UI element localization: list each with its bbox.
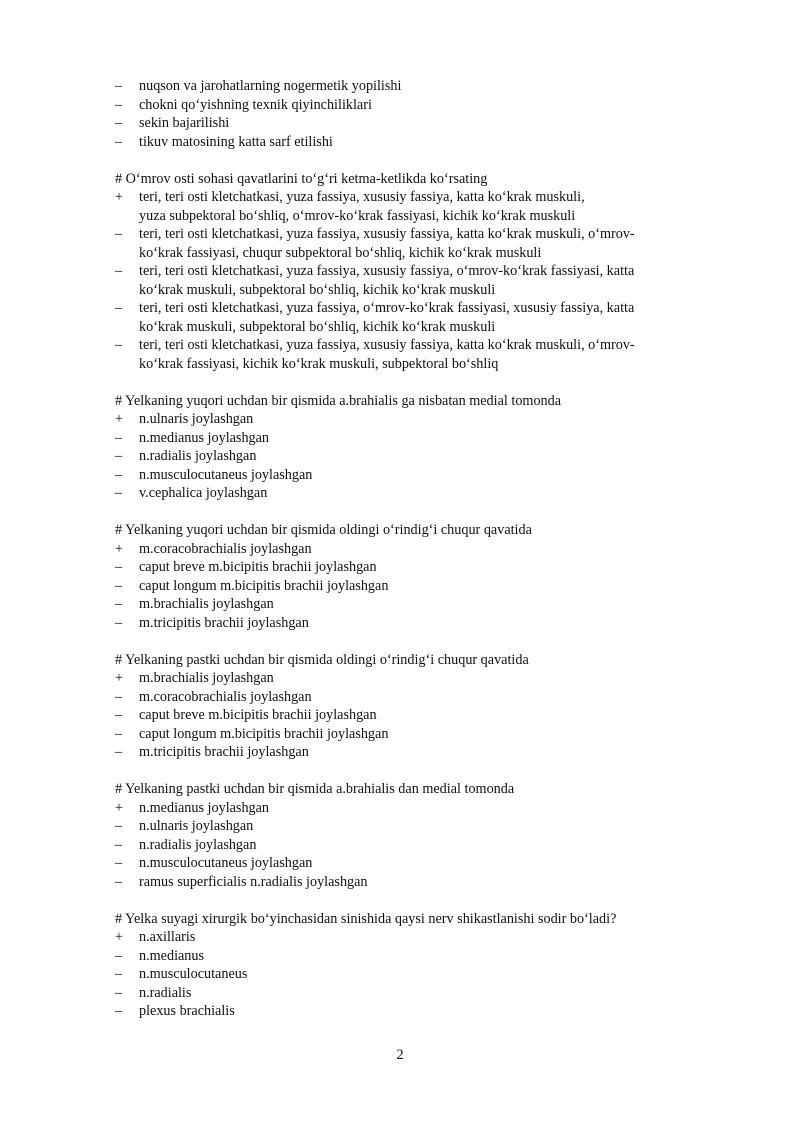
answer-text-line: ko‘krak muskuli, subpektoral bo‘shliq, kichik ko‘krak muskuli <box>139 318 496 335</box>
wrong-answer-marker: – <box>115 984 123 1001</box>
question-block <box>115 780 705 891</box>
wrong-answer-marker: – <box>115 133 123 150</box>
answer-text-line: m.coracobrachialis joylashgan <box>139 688 312 705</box>
wrong-answer-marker: – <box>115 596 123 612</box>
answer-option <box>115 817 705 836</box>
answer-text-line: n.radialis joylashgan <box>139 448 257 464</box>
spacer <box>115 632 705 651</box>
answer-text-line: caput breve m.bicipitis brachii joylashgan <box>139 707 377 723</box>
answer-text-line: n.medianus joylashgan <box>139 429 270 446</box>
wrong-answer-marker: – <box>115 78 123 94</box>
wrong-answer-marker: – <box>115 707 123 723</box>
answer-option <box>115 873 705 892</box>
answer-option <box>115 984 705 1003</box>
answer-text-line: m.brachialis joylashgan <box>139 596 274 612</box>
answer-text-line: m.tricipitis brachii joylashgan <box>139 614 309 631</box>
answer-option <box>115 688 705 707</box>
document-page <box>115 77 705 1021</box>
question-text: # Yelkaning yuqori uchdan bir qismida a.brahialis ga nisbatan medial tomonda <box>115 392 562 409</box>
answer-option <box>115 114 705 133</box>
intro-options <box>115 77 705 151</box>
answer-text-line: m.tricipitis brachii joylashgan <box>139 744 309 760</box>
question-block <box>115 521 705 632</box>
answer-option <box>115 965 705 984</box>
question-block <box>115 910 705 1021</box>
answer-option <box>115 466 705 485</box>
answer-text-line: n.musculocutaneus joylashgan <box>139 855 313 871</box>
wrong-answer-marker: – <box>115 300 123 316</box>
answer-text-line: ko‘krak muskuli, subpektoral bo‘shliq, kichik ko‘krak muskuli <box>139 281 496 298</box>
answer-option <box>115 595 705 614</box>
answer-option <box>115 577 705 596</box>
answer-option <box>115 133 705 152</box>
wrong-answer-marker: – <box>115 448 123 464</box>
answer-option <box>115 262 705 299</box>
answer-option <box>115 706 705 725</box>
answer-text-line: caput longum m.bicipitis brachii joylashgan <box>139 577 389 594</box>
answer-option <box>115 947 705 966</box>
answer-text-line: n.medianus <box>139 947 205 964</box>
answer-text-line: n.radialis <box>139 984 192 1001</box>
wrong-answer-marker: – <box>115 466 123 483</box>
wrong-answer-marker: – <box>115 725 123 742</box>
answer-option <box>115 540 705 559</box>
answer-text-line: plexus brachialis <box>139 1003 235 1019</box>
answer-text-line: caput breve m.bicipitis brachii joylashgan <box>139 559 377 575</box>
wrong-answer-marker: – <box>115 966 123 982</box>
answer-option <box>115 484 705 503</box>
question-block <box>115 170 705 374</box>
answer-text-line: teri, teri osti kletchatkasi, yuza fassiya, o‘mrov-ko‘krak fassiyasi, xususiy fassiya, katta <box>139 300 635 316</box>
wrong-answer-marker: – <box>115 263 123 279</box>
wrong-answer-marker: – <box>115 688 123 705</box>
answer-option <box>115 447 705 466</box>
answer-option <box>115 725 705 744</box>
spacer <box>115 762 705 781</box>
correct-answer-marker: + <box>115 189 124 205</box>
wrong-answer-marker: – <box>115 429 123 446</box>
wrong-answer-marker: – <box>115 115 123 131</box>
wrong-answer-marker: – <box>115 485 123 501</box>
wrong-answer-marker: – <box>115 836 123 853</box>
page-number: 2 <box>396 1047 404 1063</box>
correct-answer-marker: + <box>115 540 124 557</box>
answer-option <box>115 743 705 762</box>
question-block <box>115 651 705 762</box>
wrong-answer-marker: – <box>115 947 123 964</box>
answer-option <box>115 336 705 373</box>
question-block <box>115 392 705 503</box>
answer-option <box>115 77 705 96</box>
answer-option <box>115 799 705 818</box>
wrong-answer-marker: – <box>115 744 123 760</box>
answer-text: tikuv matosining katta sarf etilishi <box>139 133 333 150</box>
answer-option <box>115 928 705 947</box>
answer-text-line: ko‘krak fassiyasi, kichik ko‘krak muskuli, subpektoral bo‘shliq <box>139 355 499 372</box>
answer-text-line: n.radialis joylashgan <box>139 836 257 853</box>
question-text: # Yelkaning pastki uchdan bir qismida oldingi o‘rindig‘i chuqur qavatida <box>115 651 529 668</box>
answer-option <box>115 225 705 262</box>
wrong-answer-marker: – <box>115 855 123 871</box>
correct-answer-marker: + <box>115 411 124 427</box>
spacer <box>115 503 705 522</box>
answer-text-line: n.axillaris <box>139 929 196 945</box>
question-text: # Yelkaning pastki uchdan bir qismida a.brahialis dan medial tomonda <box>115 781 515 797</box>
answer-text-line: ko‘krak fassiyasi, chuqur subpektoral bo‘shliq, kichik ko‘krak muskuli <box>139 244 542 261</box>
wrong-answer-marker: – <box>115 337 123 353</box>
wrong-answer-marker: – <box>115 226 123 242</box>
answer-text: chokni qo‘yishning texnik qiyinchiliklari <box>139 96 372 113</box>
correct-answer-marker: + <box>115 799 124 816</box>
wrong-answer-marker: – <box>115 818 123 834</box>
answer-option <box>115 558 705 577</box>
wrong-answer-marker: – <box>115 614 123 631</box>
answer-text-line: caput longum m.bicipitis brachii joylashgan <box>139 725 389 742</box>
wrong-answer-marker: – <box>115 1003 123 1019</box>
answer-text-line: yuza subpektoral bo‘shliq, o‘mrov-ko‘krak fassiyasi, kichik ko‘krak muskuli <box>139 207 576 224</box>
answer-text-line: teri, teri osti kletchatkasi, yuza fassiya, xususiy fassiya, katta ko‘krak muskuli, o‘mrov- <box>139 337 635 353</box>
answer-text-line: teri, teri osti kletchatkasi, yuza fassiya, xususiy fassiya, katta ko‘krak muskuli, <box>139 189 585 205</box>
answer-text-line: ramus superficialis n.radialis joylashgan <box>139 873 368 890</box>
question-text: # Yelkaning yuqori uchdan bir qismida oldingi o‘rindig‘i chuqur qavatida <box>115 522 532 538</box>
spacer <box>115 373 705 392</box>
answer-text-line: v.cephalica joylashgan <box>139 485 268 501</box>
spacer <box>115 151 705 170</box>
question-text: # O‘mrov osti sohasi qavatlarini to‘g‘ri ketma-ketlikda ko‘rsating <box>115 170 488 187</box>
answer-option <box>115 96 705 115</box>
answer-text-line: teri, teri osti kletchatkasi, yuza fassiya, xususiy fassiya, o‘mrov-ko‘krak fassiyasi, katta <box>139 263 635 279</box>
answer-text: nuqson va jarohatlarning nogermetik yopilishi <box>139 78 402 94</box>
answer-text-line: m.coracobrachialis joylashgan <box>139 540 312 557</box>
answer-text: sekin bajarilishi <box>139 115 230 131</box>
answer-text-line: n.musculocutaneus joylashgan <box>139 466 313 483</box>
answer-text-line: n.ulnaris joylashgan <box>139 818 254 834</box>
question-list <box>115 151 705 1021</box>
answer-text-line: n.musculocutaneus <box>139 966 248 982</box>
spacer <box>115 891 705 910</box>
correct-answer-marker: + <box>115 929 124 945</box>
answer-text-line: m.brachialis joylashgan <box>139 670 274 686</box>
answer-text-line: teri, teri osti kletchatkasi, yuza fassiya, xususiy fassiya, katta ko‘krak muskuli, o‘mrov- <box>139 226 635 242</box>
answer-option <box>115 614 705 633</box>
answer-option <box>115 299 705 336</box>
answer-option <box>115 429 705 448</box>
answer-text-line: n.medianus joylashgan <box>139 799 270 816</box>
answer-option <box>115 854 705 873</box>
wrong-answer-marker: – <box>115 873 123 890</box>
question-text: # Yelka suyagi xirurgik bo‘yinchasidan sinishida qaysi nerv shikastlanishi sodir bo‘ladi? <box>115 910 617 927</box>
answer-text-line: n.ulnaris joylashgan <box>139 411 254 427</box>
answer-option <box>115 188 705 225</box>
answer-option <box>115 410 705 429</box>
correct-answer-marker: + <box>115 670 124 686</box>
wrong-answer-marker: – <box>115 96 123 113</box>
answer-option <box>115 669 705 688</box>
wrong-answer-marker: – <box>115 577 123 594</box>
answer-option <box>115 836 705 855</box>
wrong-answer-marker: – <box>115 559 123 575</box>
answer-option <box>115 1002 705 1021</box>
